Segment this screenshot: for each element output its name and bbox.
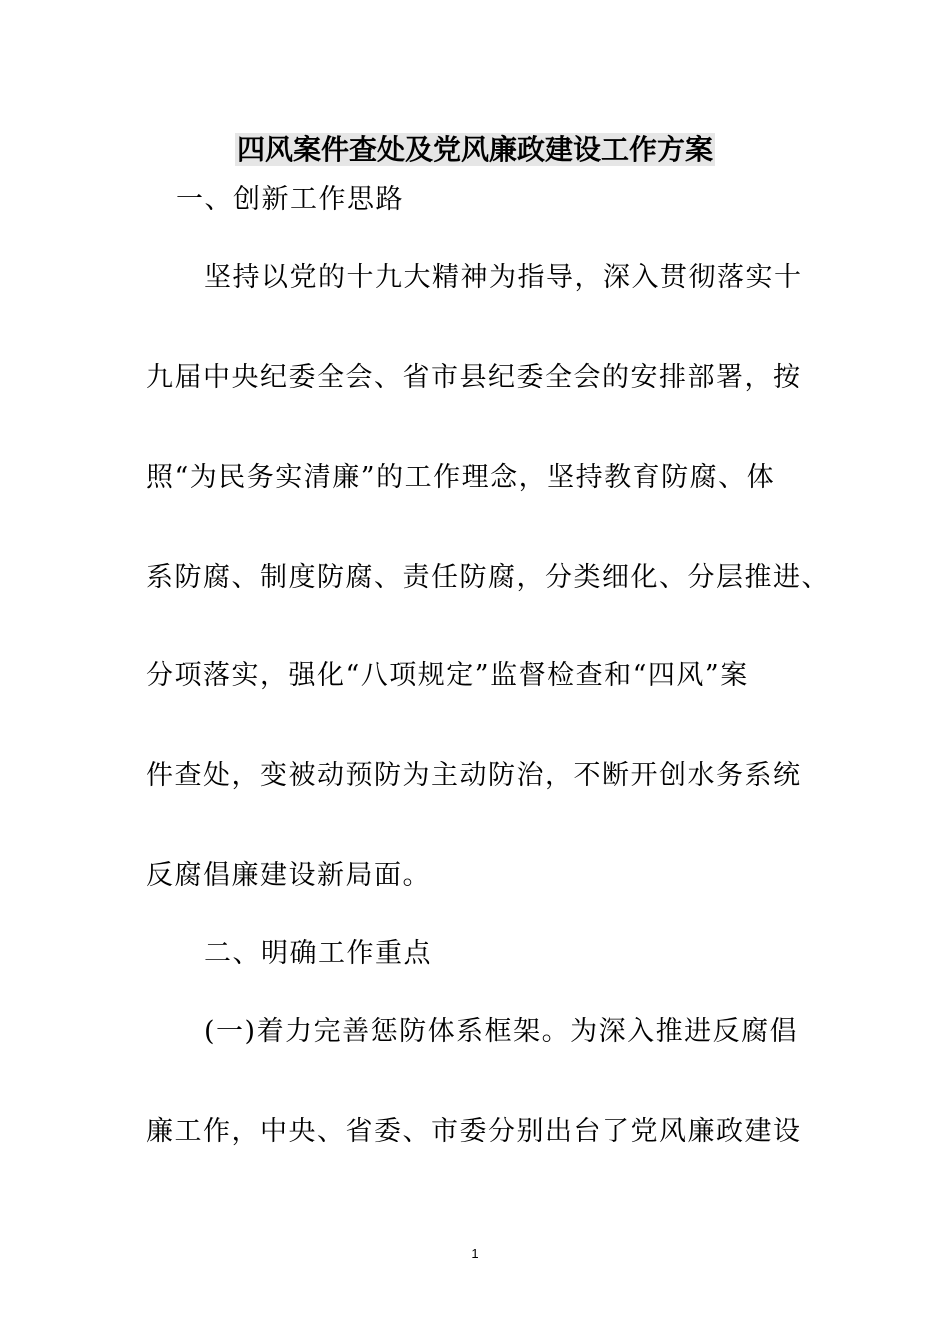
paragraph-line: 九届中央纪委全会、省市县纪委全会的安排部署，按 xyxy=(146,362,802,393)
page-title xyxy=(0,130,950,170)
heading-one: 一、创新工作思路 xyxy=(176,184,404,215)
heading-two: 二、明确工作重点 xyxy=(204,938,432,969)
paragraph-line: 件查处，变被动预防为主动防治，不断开创水务系统 xyxy=(146,760,802,791)
paragraph-line: 坚持以党的十九大精神为指导，深入贯彻落实十 xyxy=(204,262,803,293)
paragraph-line: 分项落实，强化“八项规定”监督检查和“四风”案 xyxy=(146,660,749,691)
page-number: 1 xyxy=(471,1246,479,1261)
paragraph-line: (一)着力完善惩防体系框架。为深入推进反腐倡 xyxy=(204,1016,799,1047)
page-title-text: 四风案件查处及党风廉政建设工作方案 xyxy=(236,133,713,166)
paragraph-line: 反腐倡廉建设新局面。 xyxy=(146,860,431,891)
paragraph-line: 廉工作，中央、省委、市委分别出台了党风廉政建设 xyxy=(146,1116,802,1147)
paragraph-line: 照“为民务实清廉”的工作理念，坚持教育防腐、体 xyxy=(146,462,776,493)
paragraph-line: 系防腐、制度防腐、责任防腐，分类细化、分层推进、 xyxy=(146,562,830,593)
